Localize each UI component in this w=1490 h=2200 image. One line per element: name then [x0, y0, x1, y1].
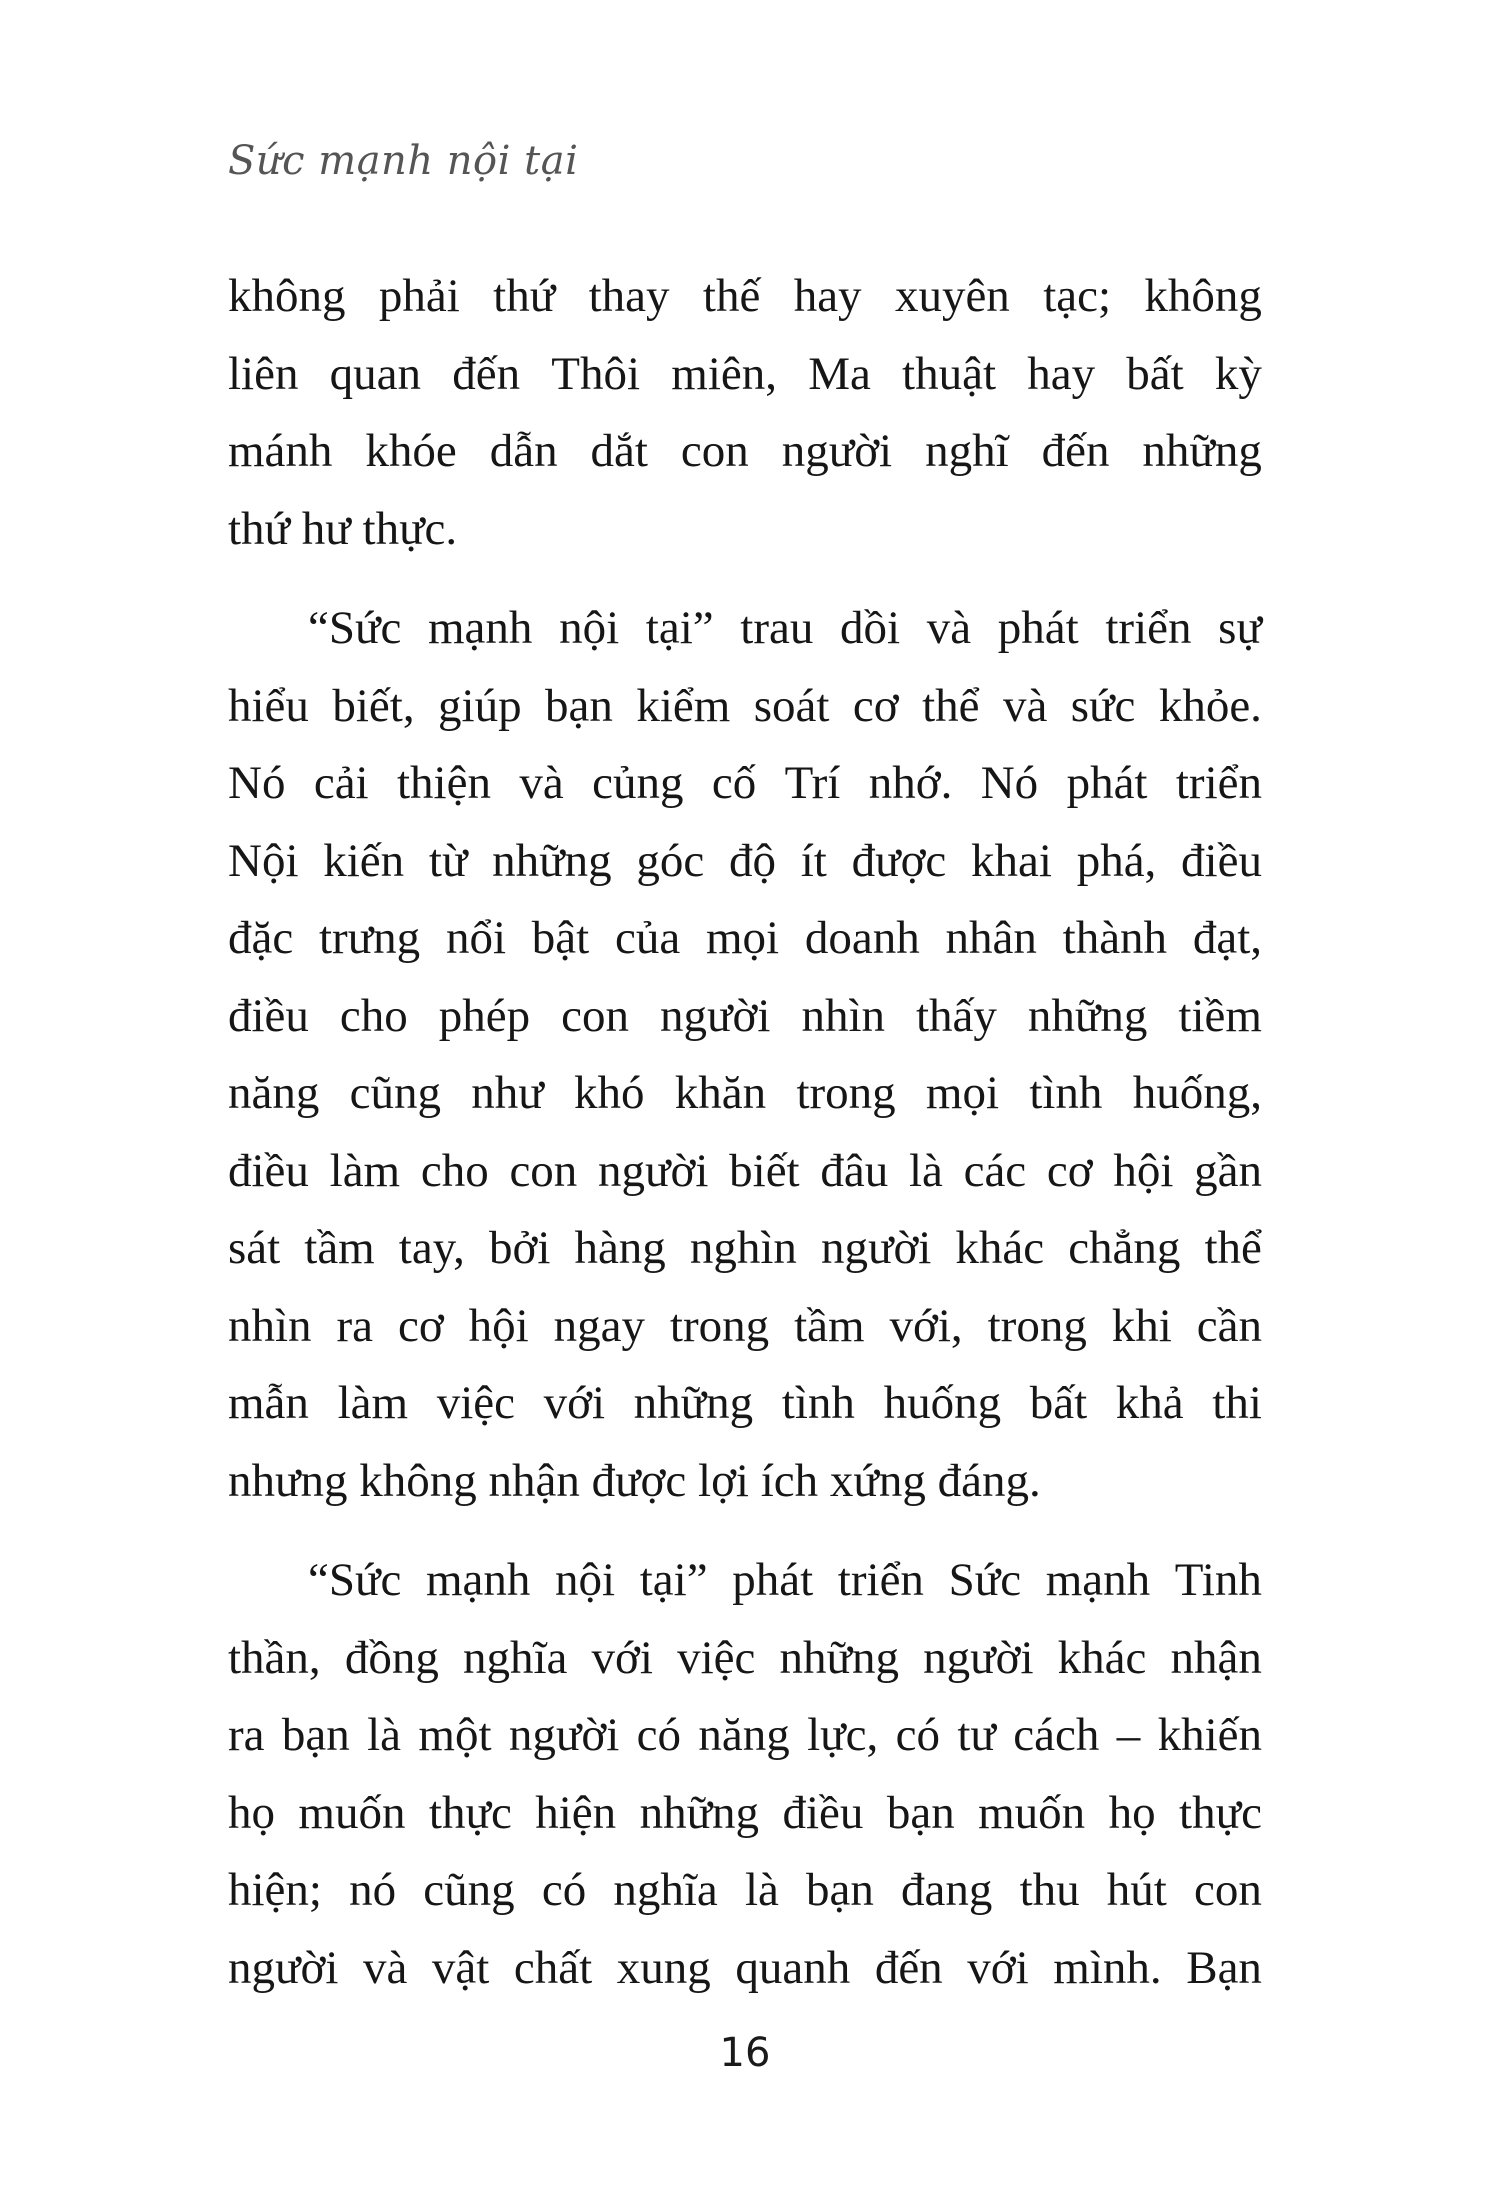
text-line: hiểu biết, giúp bạn kiểm soát cơ thể và sức khỏe. [228, 679, 1262, 732]
text-line: điều cho phép con người nhìn thấy những tiềm [228, 989, 1262, 1042]
paragraph-3 [228, 1542, 1262, 2007]
text-line: họ muốn thực hiện những điều bạn muốn họ thực [228, 1786, 1262, 1839]
text-line: sát tầm tay, bởi hàng nghìn người khác chẳng thể [228, 1222, 1262, 1274]
paragraph-1 [228, 258, 1262, 568]
text-line: thần, đồng nghĩa với việc những người khác nhận [228, 1631, 1262, 1684]
text-line: người và vật chất xung quanh đến với mình. Bạn [228, 1941, 1262, 1994]
text-line: không phải thứ thay thế hay xuyên tạc; không [228, 270, 1262, 322]
text-line: mánh khóe dẫn dắt con người nghĩ đến những [228, 425, 1262, 477]
text-line: nhưng không nhận được lợi ích xứng đáng. [228, 1454, 1041, 1507]
text-line: “Sức mạnh nội tại” trau dồi và phát triển sự [308, 602, 1262, 654]
text-line: Nội kiến từ những góc độ ít được khai phá, điều [228, 834, 1262, 887]
text-line: “Sức mạnh nội tại” phát triển Sức mạnh Tinh [308, 1554, 1262, 1606]
text-line: liên quan đến Thôi miên, Ma thuật hay bất kỳ [228, 347, 1262, 400]
page-number: 16 [719, 2030, 771, 2076]
text-line: hiện; nó cũng có nghĩa là bạn đang thu hút con [228, 1864, 1262, 1916]
text-line: điều làm cho con người biết đâu là các cơ hội gần [228, 1144, 1262, 1197]
paragraph-2 [228, 590, 1262, 1520]
running-header-title: Sức mạnh nội tại [228, 138, 579, 184]
text-line: nhìn ra cơ hội ngay trong tầm với, trong khi cần [228, 1299, 1262, 1352]
text-line: ra bạn là một người có năng lực, có tư cách – khiến [228, 1709, 1262, 1761]
text-line: Nó cải thiện và củng cố Trí nhớ. Nó phát triển [228, 757, 1262, 809]
text-line: đặc trưng nổi bật của mọi doanh nhân thành đạt, [228, 912, 1262, 964]
text-line: thứ hư thực. [228, 502, 458, 555]
body-text [228, 258, 1262, 2007]
text-line: năng cũng như khó khăn trong mọi tình huống, [228, 1067, 1262, 1119]
text-line: mẫn làm việc với những tình huống bất khả thi [228, 1377, 1262, 1429]
